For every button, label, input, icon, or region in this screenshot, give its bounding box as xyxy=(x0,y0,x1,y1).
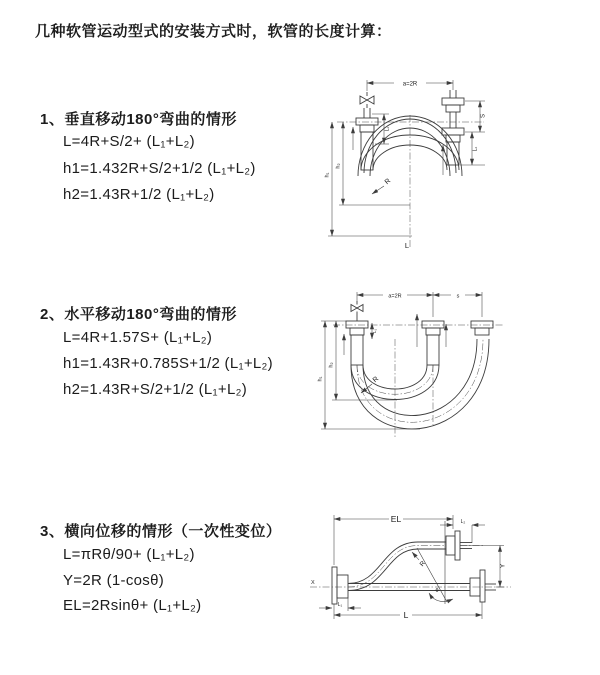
dim-label-h1: h₁ xyxy=(317,376,324,382)
formula-3-l: L=πRθ/90+ (L₁+L₂) xyxy=(63,546,195,563)
dimension-h1 xyxy=(325,122,413,236)
centerline-label-x: X xyxy=(311,580,315,586)
dimension-h1 xyxy=(318,321,421,429)
valve-icon xyxy=(351,301,363,321)
right-pipe-assembly xyxy=(471,321,493,335)
nut xyxy=(446,105,460,112)
dim-label-l: L xyxy=(404,241,410,250)
formula-3-y: Y=2R (1-cosθ) xyxy=(63,572,165,589)
nut xyxy=(426,328,440,335)
dim-label-r: R xyxy=(418,559,428,569)
formula-3-el: EL=2Rsinθ+ (L₁+L₂) xyxy=(63,597,202,614)
dimension-l2 xyxy=(440,519,485,543)
dimension-l1 xyxy=(372,114,391,144)
nut xyxy=(360,125,374,132)
radius-callout xyxy=(412,552,427,568)
formula-1-h1: h1=1.432R+S/2+1/2 (L₁+L₂) xyxy=(63,160,256,177)
flange xyxy=(332,567,337,604)
dimension-s xyxy=(433,294,482,300)
dim-label-l1: L₁ xyxy=(384,126,391,132)
dim-label-y: Y xyxy=(499,563,507,569)
dim-label-s: s xyxy=(456,293,460,300)
dim-label-l2: L₂ xyxy=(472,146,479,152)
formula-2-h2: h2=1.43R+S/2+1/2 (L₁+L₂) xyxy=(63,381,248,398)
section-1-heading: 1、垂直移动180°弯曲的情形 xyxy=(40,111,237,128)
dim-label-a2r: a=2R xyxy=(388,293,402,300)
dim-label-l2: L₂ xyxy=(460,519,466,525)
angle-theta xyxy=(429,588,453,601)
dim-label-r: R xyxy=(371,375,381,385)
flange xyxy=(480,570,485,602)
nut xyxy=(475,328,489,335)
nut xyxy=(446,135,460,142)
flange xyxy=(422,321,444,328)
radius-callout xyxy=(372,178,392,194)
formula-2-h1: h1=1.43R+0.785S+1/2 (L₁+L₂) xyxy=(63,355,273,372)
dim-label-l: L xyxy=(403,610,409,620)
diagram-vertical-180-bend xyxy=(312,70,497,255)
formula-1-l: L=4R+S/2+ (L₁+L₂) xyxy=(63,133,195,150)
dimension-el xyxy=(334,514,453,565)
middle-pipe-assembly xyxy=(422,321,444,365)
nut xyxy=(350,328,364,335)
dim-label-s: S xyxy=(480,113,487,119)
left-flange-assembly xyxy=(332,567,348,604)
dim-label-l1: L₁ xyxy=(372,328,377,334)
right-flange-assembly xyxy=(470,570,496,602)
flange xyxy=(455,531,460,560)
flange xyxy=(442,98,464,105)
diagram-lateral-displacement xyxy=(306,503,556,628)
dimension-l xyxy=(334,602,482,620)
section-2-heading: 2、水平移动180°弯曲的情形 xyxy=(40,306,237,323)
braid-section xyxy=(351,335,363,365)
formula-1-h2: h2=1.43R+1/2 (L₁+L₂) xyxy=(63,186,215,203)
hub xyxy=(446,536,455,555)
braid-section xyxy=(427,335,439,365)
dimension-l2 xyxy=(460,132,485,165)
flange xyxy=(471,321,493,328)
valve-icon xyxy=(360,92,374,108)
dim-label-el: EL xyxy=(390,514,402,524)
dimension-a2r xyxy=(357,292,482,317)
dim-label-h2: h₂ xyxy=(335,163,342,169)
dim-label-l1: L₁ xyxy=(337,602,343,608)
hub xyxy=(337,575,348,598)
flange xyxy=(346,321,368,328)
section-3-heading: 3、横向位移的情形（一次性变位） xyxy=(40,523,282,540)
dimension-a2r xyxy=(367,80,453,91)
page-title: 几种软管运动型式的安装方式时，软管的长度计算： xyxy=(35,23,392,40)
dim-label-a2r: a=2R xyxy=(402,81,418,88)
dim-label-h1: h₁ xyxy=(324,172,331,178)
diagram-horizontal-180-bend xyxy=(313,287,513,445)
flange xyxy=(356,118,378,125)
dim-label-h2: h₂ xyxy=(328,362,335,368)
dimension-s xyxy=(465,101,487,132)
dim-label-r: R xyxy=(383,177,393,187)
formula-2-l: L=4R+1.57S+ (L₁+L₂) xyxy=(63,329,213,346)
dimension-l1 xyxy=(319,598,361,611)
left-pipe-assembly xyxy=(346,321,368,365)
dimension-y xyxy=(460,546,507,588)
dimension-l1 xyxy=(372,323,377,339)
dim-label-theta: θ xyxy=(435,588,439,594)
